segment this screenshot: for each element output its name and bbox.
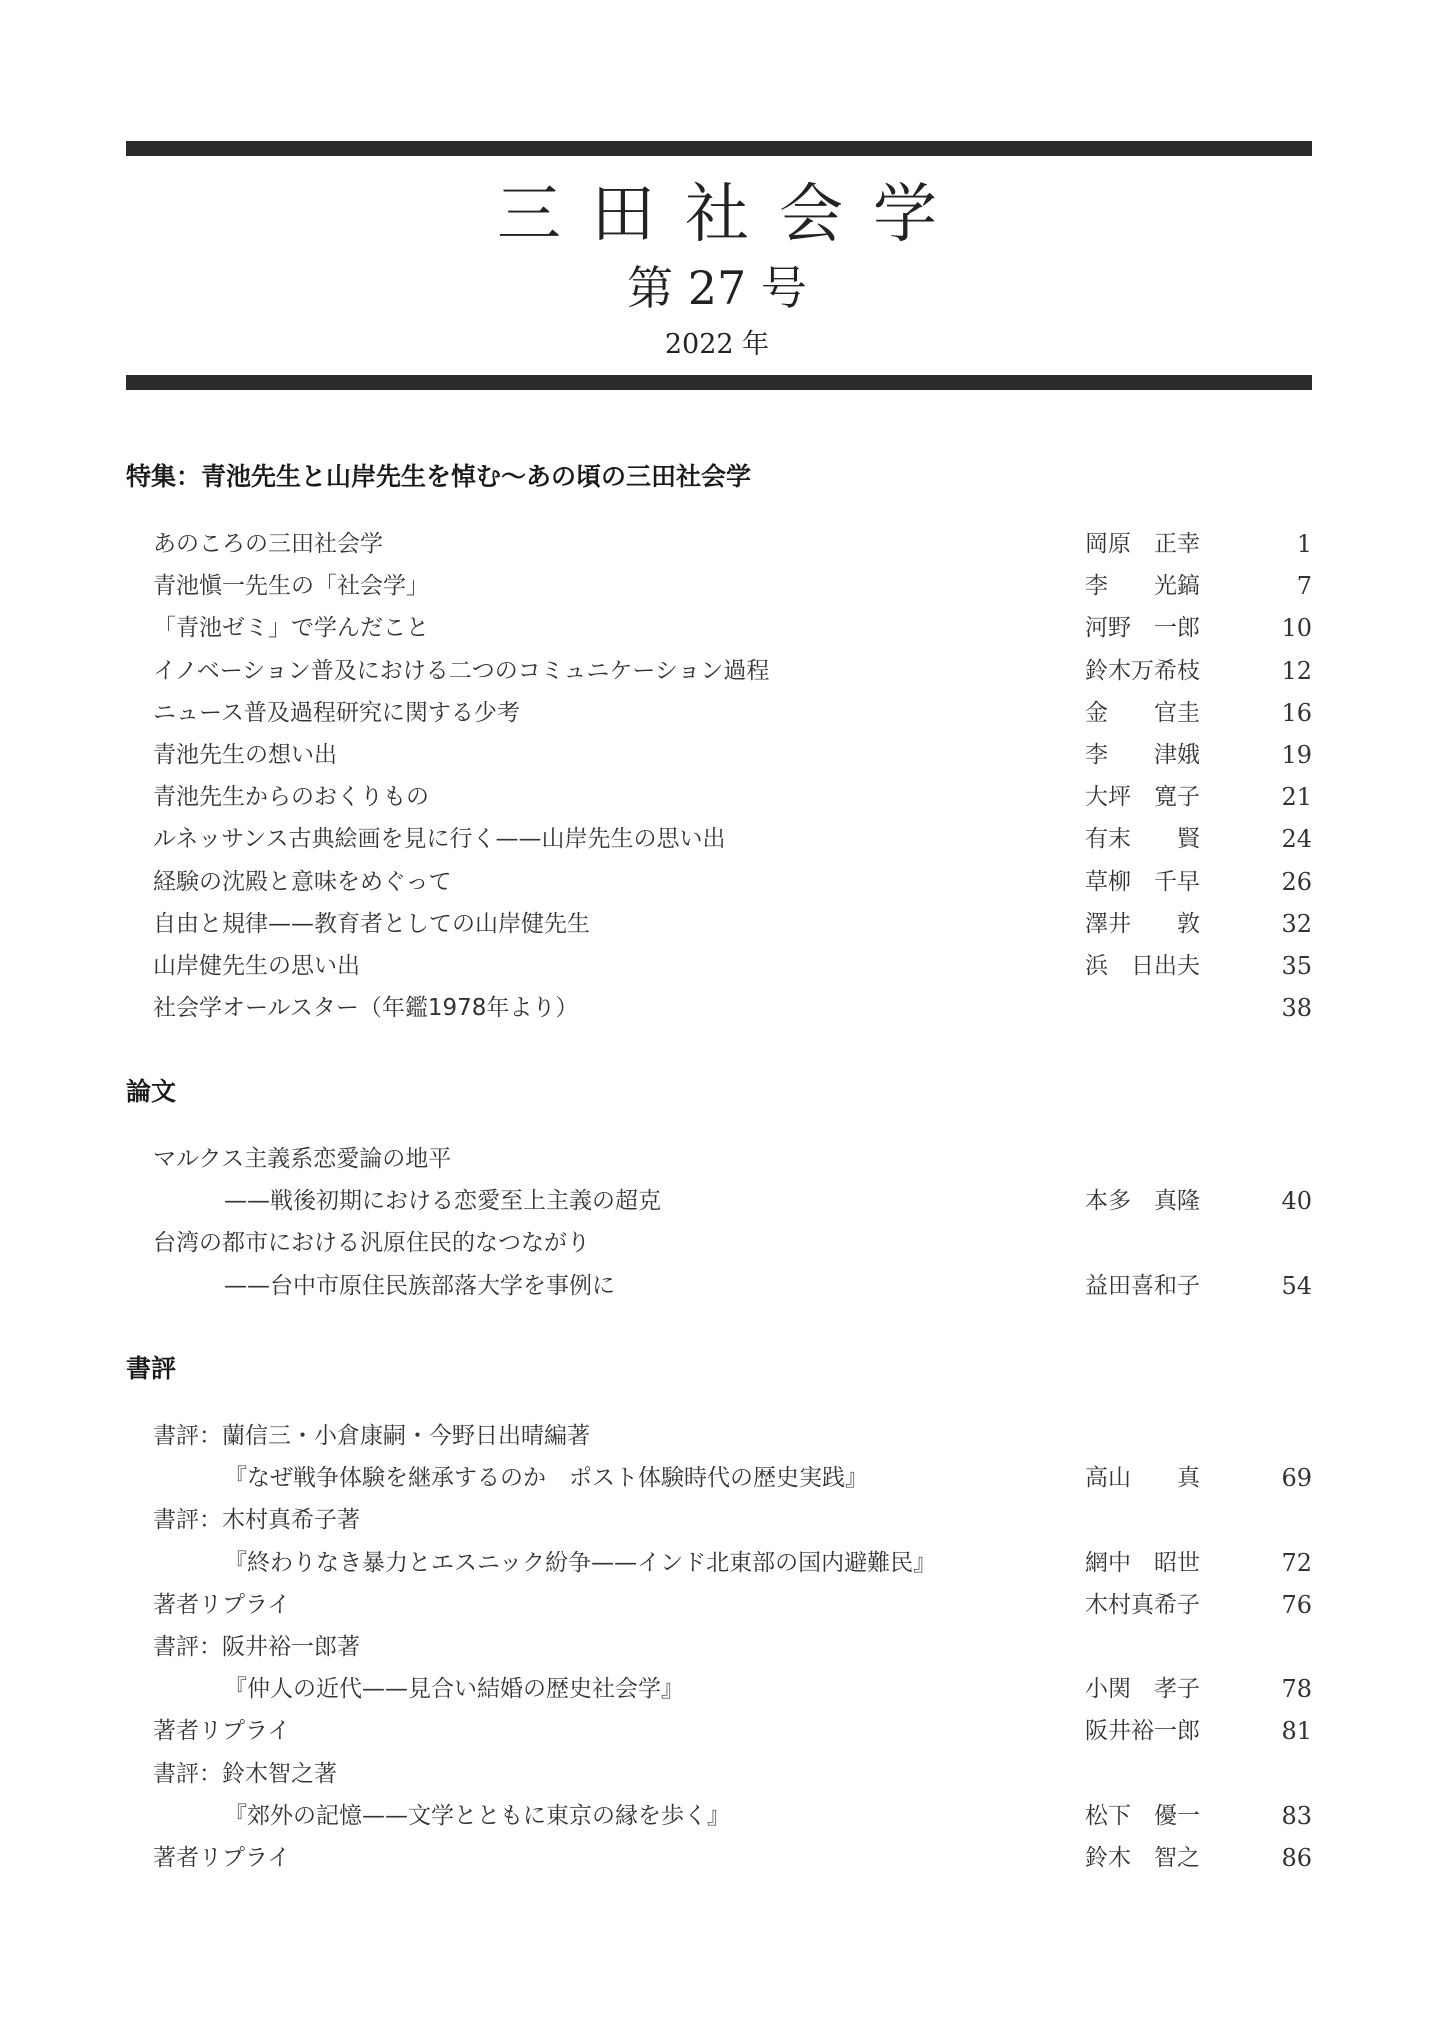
entry-title: イノベーション普及における二つのコミュニケーション過程: [153, 657, 770, 684]
entry-title: 『終わりなき暴力とエスニック紛争——インド北東部の国内避難民』: [224, 1549, 937, 1576]
entry-title: 書評：阪井裕一郎著: [153, 1634, 360, 1660]
entry-title: 書評：木村真希子著: [153, 1507, 360, 1534]
top-rule: [126, 141, 1312, 156]
entry-page-number: 19: [1281, 741, 1312, 769]
entry-page-number: 7: [1296, 572, 1312, 601]
entry-title: 経験の沈殿と意味をめぐって: [153, 868, 452, 895]
entry-page-number: 35: [1281, 952, 1312, 980]
toc-entry: [0, 1415, 1434, 1457]
toc-entry: [0, 607, 1434, 649]
entry-page-number: 26: [1281, 867, 1312, 896]
section-heading: 論文: [126, 1077, 177, 1106]
entry-title: 書評：鈴木智之著: [153, 1760, 337, 1787]
toc-entry: [0, 818, 1434, 860]
entry-author: 有末 賢: [1085, 826, 1200, 853]
toc-entry: [0, 1795, 1434, 1837]
entry-title: ニュース普及過程研究に関する少考: [153, 699, 520, 726]
toc-entry: [0, 1542, 1434, 1584]
entry-author: 岡原 正幸: [1085, 531, 1200, 557]
toc-entry: [0, 692, 1434, 734]
entry-author: 網中 昭世: [1085, 1549, 1200, 1576]
entry-author: 益田喜和子: [1085, 1272, 1200, 1299]
entry-author: 鈴木万希枝: [1085, 657, 1200, 684]
entry-author: 阪井裕一郎: [1085, 1718, 1200, 1745]
entry-page-number: 83: [1281, 1801, 1312, 1830]
entry-title: 書評：蘭信三・小倉康嗣・今野日出晴編著: [153, 1423, 590, 1449]
entry-author: 鈴木 智之: [1085, 1845, 1200, 1871]
entry-title: 著者リプライ: [153, 1591, 291, 1618]
toc-entry: [0, 1499, 1434, 1541]
toc-entry: [0, 650, 1434, 692]
entry-page-number: 72: [1281, 1548, 1312, 1577]
toc-entry: [0, 734, 1434, 776]
entry-page-number: 32: [1281, 909, 1312, 938]
entry-page-number: 24: [1281, 825, 1312, 854]
entry-page-number: 54: [1281, 1271, 1312, 1300]
toc-entry: [0, 565, 1434, 607]
entry-author: 大坪 寛子: [1085, 784, 1200, 811]
entry-title: 山岸健先生の思い出: [153, 953, 360, 979]
entry-page-number: 12: [1281, 656, 1312, 685]
toc-entry: [0, 945, 1434, 987]
entry-author: 澤井 敦: [1085, 910, 1200, 937]
toc-entry: [0, 861, 1434, 903]
section-heading: 特集：青池先生と山岸先生を悼む〜あの頃の三田社会学: [126, 462, 752, 491]
toc-entry: [0, 1626, 1434, 1668]
entry-title: 『郊外の記憶——文学とともに東京の縁を歩く』: [224, 1802, 730, 1829]
toc-entry: [0, 1265, 1434, 1307]
toc-entry: [0, 1837, 1434, 1879]
entry-title: 青池愼一先生の「社会学」: [153, 573, 429, 600]
toc-entry: [0, 1710, 1434, 1752]
entry-title: 『仲人の近代——見合い結婚の歴史社会学』: [224, 1676, 684, 1703]
entry-author: 高山 真: [1085, 1465, 1200, 1492]
entry-title: ——台中市原住民族部落大学を事例に: [224, 1272, 615, 1299]
toc-entry: [0, 1222, 1434, 1264]
entry-title: ルネッサンス古典絵画を見に行く——山岸先生の思い出: [153, 826, 726, 853]
entry-title: 社会学オールスター（年鑑1978年より）: [153, 995, 579, 1022]
entry-title: 青池先生からのおくりもの: [153, 784, 429, 811]
entry-author: 河野 一郎: [1085, 615, 1200, 642]
entry-author: 草柳 千早: [1085, 868, 1200, 895]
entry-page-number: 69: [1281, 1464, 1312, 1493]
toc-entry: [0, 1584, 1434, 1626]
journal-title: 三田社会学: [497, 178, 967, 252]
issue-number: 第 27 号: [627, 261, 807, 315]
issue-year: 2022 年: [664, 329, 770, 360]
entry-author: 小関 孝子: [1085, 1676, 1200, 1703]
entry-page-number: 38: [1281, 994, 1312, 1023]
entry-author: 木村真希子: [1085, 1591, 1200, 1618]
entry-page-number: 16: [1281, 698, 1312, 727]
entry-author: 李 光鎬: [1085, 573, 1200, 600]
entry-page-number: 86: [1281, 1844, 1312, 1872]
entry-page-number: 40: [1281, 1187, 1312, 1216]
entry-author: 松下 優一: [1085, 1802, 1200, 1829]
entry-title: 台湾の都市における汎原住民的なつながり: [153, 1230, 590, 1257]
toc-entry: [0, 1180, 1434, 1222]
entry-title: 「青池ゼミ」で学んだこと: [153, 615, 429, 642]
entry-page-number: 76: [1281, 1590, 1312, 1619]
toc-entry: [0, 1668, 1434, 1710]
toc-entry: [0, 776, 1434, 818]
entry-page-number: 21: [1281, 783, 1312, 812]
entry-page-number: 78: [1281, 1675, 1312, 1704]
entry-page-number: 1: [1296, 530, 1312, 558]
toc-entry: [0, 903, 1434, 945]
entry-title: マルクス主義系恋愛論の地平: [153, 1146, 452, 1172]
entry-title: 自由と規律——教育者としての山岸健先生: [153, 910, 590, 937]
toc-entry: [0, 1753, 1434, 1795]
entry-title: ——戦後初期における恋愛至上主義の超克: [224, 1188, 661, 1215]
toc-entry: [0, 1457, 1434, 1499]
entry-title: あのころの三田社会学: [153, 531, 383, 557]
toc-entry: [0, 987, 1434, 1029]
section-heading: 書評: [126, 1354, 177, 1383]
entry-page-number: 81: [1281, 1717, 1312, 1746]
entry-author: 浜 日出夫: [1085, 953, 1200, 979]
entry-page-number: 10: [1281, 614, 1312, 643]
entry-author: 本多 真隆: [1085, 1188, 1200, 1215]
entry-title: 『なぜ戦争体験を継承するのか ポスト体験時代の歴史実践』: [224, 1465, 868, 1492]
entry-title: 青池先生の想い出: [153, 742, 337, 768]
entry-title: 著者リプライ: [153, 1718, 291, 1745]
entry-title: 著者リプライ: [153, 1845, 291, 1871]
bottom-rule: [126, 375, 1312, 390]
toc-entry: [0, 523, 1434, 565]
entry-author: 金 官圭: [1085, 699, 1200, 726]
entry-author: 李 津娥: [1085, 742, 1200, 768]
toc-entry: [0, 1138, 1434, 1180]
